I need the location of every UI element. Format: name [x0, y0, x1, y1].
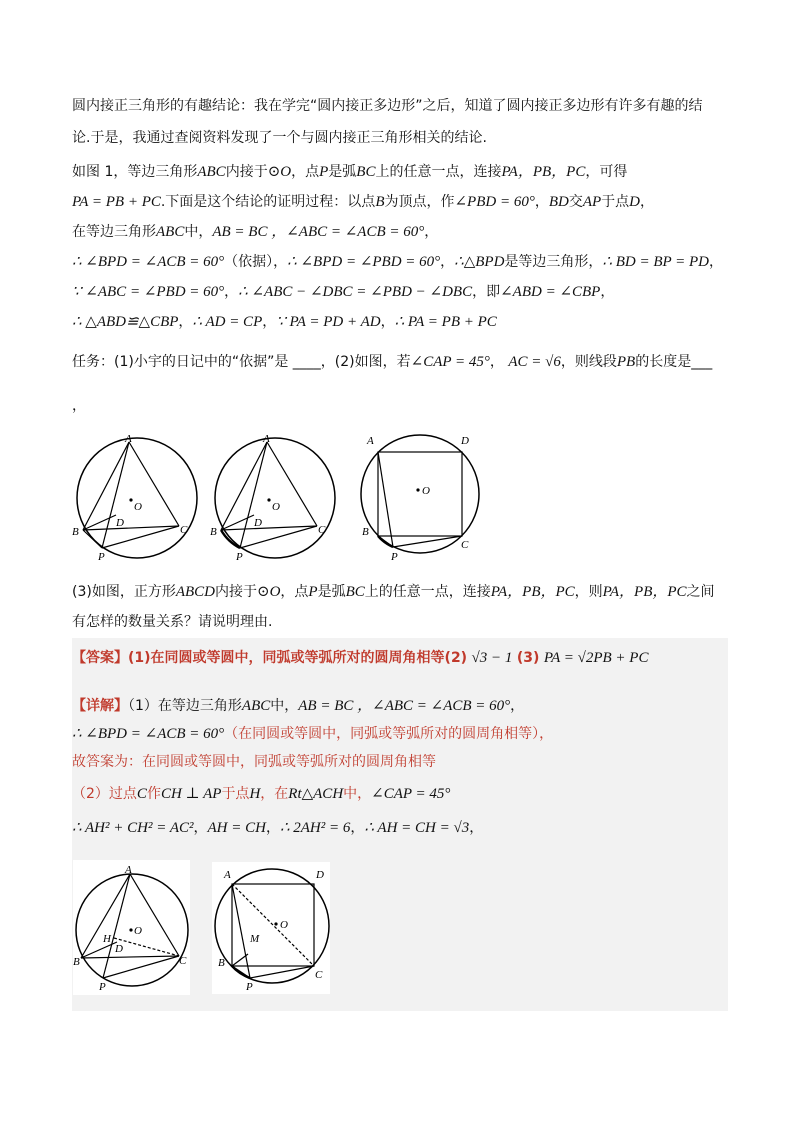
- fig5-label-p: P: [246, 981, 253, 993]
- fig4-label-d: D: [115, 943, 123, 955]
- fig4-label-h: H: [103, 933, 111, 945]
- intro-line-1: 圆内接正三角形的有趣结论：我在学完“圆内接正多边形”之后，知道了圆内接正多边形有许多有趣的结: [72, 98, 703, 114]
- fig3-label-a: A: [367, 435, 374, 447]
- q3-line-2: 有怎样的数量关系？请说明理由.: [72, 614, 273, 630]
- answer-line: 【答案】(1)在同圆或等圆中，同弧或等弧所对的圆周角相等(2) √3 − 1 (3) PA = √2PB + PC: [72, 650, 649, 666]
- proof-line-6: ∴ △ABD≌△CBP，∴ AD = CP，∵ PA = PD + AD，∴ PA = PB + PC: [72, 314, 497, 330]
- fig1-label-a: A: [125, 433, 132, 445]
- fig1-label-o: O: [134, 501, 142, 513]
- proof-line-1: 如图 1，等边三角形ABC内接于⊙O，点P是弧BC上的任意一点，连接PA，PB，PC，可得: [72, 164, 628, 180]
- fig5-label-o: O: [280, 919, 288, 931]
- fig2-label-b: B: [210, 526, 217, 538]
- fig5-label-d: D: [316, 869, 324, 881]
- proof-line-4: ∴ ∠BPD = ∠ACB = 60°（依据），∴ ∠BPD = ∠PBD = 60°，∴△BPD是等边三角形，∴ BD = BP = PD，: [72, 254, 724, 270]
- answer-blank-2: ___: [691, 354, 713, 370]
- fig2-label-d: D: [254, 517, 262, 529]
- detail-line-3: 故答案为：在同圆或等圆中，同弧或等弧所对的圆周角相等: [72, 754, 436, 770]
- fig4-label-b: B: [73, 956, 80, 968]
- fig1-label-p: P: [98, 551, 105, 563]
- q3-line-1: (3)如图，正方形ABCD内接于⊙O，点P是弧BC上的任意一点，连接PA，PB，PC，则PA，PB，PC之间: [72, 584, 715, 600]
- task-comma: ，: [72, 398, 86, 414]
- detail-line-1: 【详解】（1）在等边三角形ABC中，AB = BC ，∠ABC = ∠ACB = 60°，: [72, 698, 525, 714]
- figure-3: [355, 430, 485, 565]
- fig4-label-a: A: [125, 864, 132, 876]
- fig3-label-p: P: [391, 551, 398, 563]
- fig4-label-c: C: [179, 955, 187, 967]
- fig2-label-o: O: [272, 501, 280, 513]
- fig3-label-d: D: [461, 435, 469, 447]
- figure-2: [210, 432, 340, 564]
- fig1-label-c: C: [180, 524, 188, 536]
- detail-line-2: ∴ ∠BPD = ∠ACB = 60°（在同圆或等圆中，同弧或等弧所对的圆周角相等），: [72, 726, 554, 742]
- detail-line-4: （2）过点C作CH ⊥ AP于点H，在Rt△ACH中，∠CAP = 45°: [72, 786, 451, 802]
- figure-4: [73, 860, 190, 995]
- fig4-label-p: P: [99, 981, 106, 993]
- fig5-label-a: A: [224, 869, 231, 881]
- fig3-label-o: O: [422, 485, 430, 497]
- fig1-label-d: D: [116, 517, 124, 529]
- figure-1: [72, 432, 202, 564]
- fig3-label-b: B: [362, 526, 369, 538]
- fig2-label-p: P: [236, 551, 243, 563]
- fig5-label-m: M: [250, 933, 260, 945]
- detail-line-5: ∴ AH² + CH² = AC²，AH = CH，∴ 2AH² = 6，∴ AH = CH = √3，: [72, 820, 484, 836]
- fig1-label-b: B: [72, 526, 79, 538]
- task-line: 任务：(1)小宇的日记中的“依据”是 ____，(2)如图，若∠CAP = 45°， AC = √6，则线段PB的长度是___: [72, 354, 713, 370]
- figure-5: [212, 862, 330, 994]
- fig3-label-c: C: [461, 539, 469, 551]
- fig2-label-a: A: [263, 433, 270, 445]
- answer-blank-1: ____: [292, 354, 321, 370]
- proof-line-2: PA = PB + PC.下面是这个结论的证明过程：以点B为顶点，作∠PBD = 60°，BD交AP于点D，: [72, 194, 655, 210]
- fig2-label-c: C: [318, 524, 326, 536]
- fig5-label-c: C: [315, 969, 323, 981]
- fig5-label-b: B: [218, 957, 225, 969]
- proof-line-5: ∵ ∠ABC = ∠PBD = 60°，∴ ∠ABC − ∠DBC = ∠PBD − ∠DBC，即∠ABD = ∠CBP，: [72, 284, 615, 300]
- intro-line-2: 论.于是，我通过查阅资料发现了一个与圆内接正三角形相关的结论.: [72, 130, 487, 146]
- proof-line-3: 在等边三角形ABC中，AB = BC ，∠ABC = ∠ACB = 60°，: [72, 224, 439, 240]
- fig4-label-o: O: [134, 925, 142, 937]
